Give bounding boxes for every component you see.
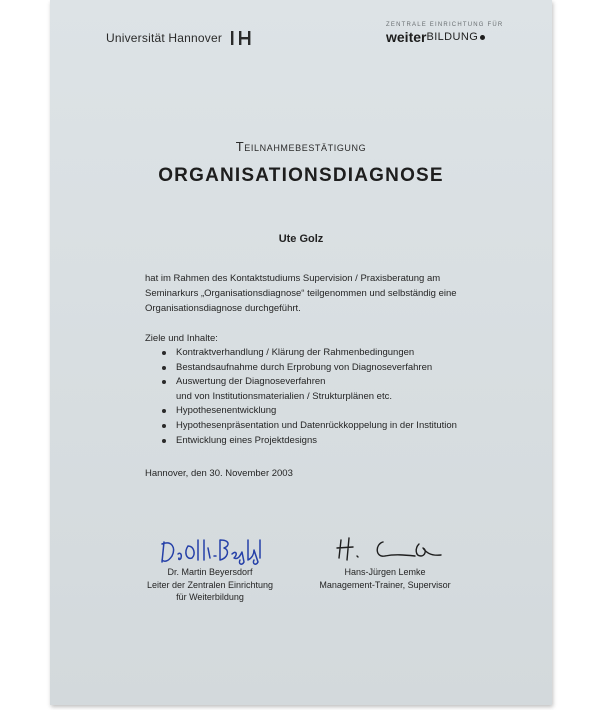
handwritten-signature-right <box>335 534 445 564</box>
signer-role: Leiter der Zentralen Einrichtung <box>146 579 274 590</box>
intro-paragraph <box>145 271 475 316</box>
list-item <box>160 375 480 404</box>
brand-rest: BILDUNG <box>426 31 479 43</box>
goal-text: Auswertung der Diagnoseverfahren <box>176 376 326 388</box>
participant-name: Ute Golz <box>278 233 324 245</box>
goals-label: Ziele und Inhalte: <box>145 333 218 344</box>
intro-line: Seminarkurs „Organisationsdiagnose“ teilgenommen und selbständig eine <box>145 288 457 299</box>
signer-role: für Weiterbildung <box>176 592 244 602</box>
university-name: Universität Hannover <box>106 31 223 45</box>
goals-list <box>160 346 480 448</box>
list-item <box>160 361 480 376</box>
intro-line: hat im Rahmen des Kontaktstudiums Supervision / Praxisberatung am <box>145 273 441 284</box>
certificate-title: ORGANISATIONSDIAGNOSE <box>158 165 444 186</box>
certificate-paper <box>50 0 552 705</box>
signer-role: Management-Trainer, Supervisor <box>319 579 451 590</box>
brand-wordmark <box>386 29 503 45</box>
handwritten-signature-left <box>158 532 268 566</box>
weiterbildung-logo <box>386 22 503 45</box>
certificate-subtitle: Teilnahmebestätigung <box>235 139 367 154</box>
center-label: ZENTRALE EINRICHTUNG FÜR <box>386 22 504 28</box>
goal-text: Hypothesenentwicklung <box>176 405 277 417</box>
goal-text: Hypothesenpräsentation und Datenrückkoppelung in der Institution <box>176 419 457 431</box>
list-item <box>160 419 480 434</box>
signer-name: Dr. Martin Beyersdorf <box>167 567 253 577</box>
signature-caption-right <box>305 566 465 591</box>
signer-name: Hans-Jürgen Lemke <box>344 567 426 577</box>
goal-text: Entwicklung eines Projektdesigns <box>176 434 317 446</box>
intro-line: Organisationsdiagnose durchgeführt. <box>145 303 301 314</box>
list-item <box>160 404 480 419</box>
place-date: Hannover, den 30. November 2003 <box>145 468 293 479</box>
university-logo-icon <box>230 30 252 46</box>
list-item <box>160 346 480 361</box>
goal-text: Bestandsaufnahme durch Erprobung von Diagnoseverfahren <box>176 361 433 373</box>
goal-text-continuation: und von Institutionsmaterialien / Strukturplänen etc. <box>176 390 392 402</box>
goal-text: Kontraktverhandlung / Klärung der Rahmenbedingungen <box>176 347 415 358</box>
brand-dot-icon <box>480 35 485 40</box>
university-header <box>106 30 252 46</box>
signature-caption-left <box>130 566 290 604</box>
brand-bold: weiter <box>386 29 427 45</box>
list-item <box>160 434 480 449</box>
